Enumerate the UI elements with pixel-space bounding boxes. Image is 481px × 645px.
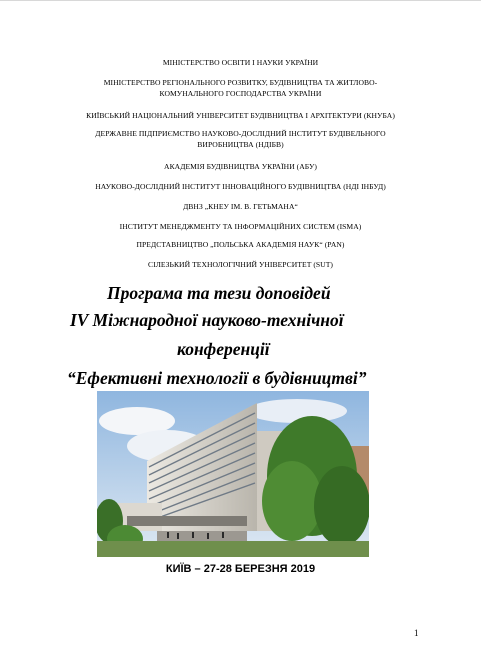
org-ndibv-line2: ВИРОБНИЦТВА (НДІБВ) xyxy=(197,140,284,149)
org-ministry-education: МІНІСТЕРСТВО ОСВІТИ І НАУКИ УКРАЇНИ xyxy=(162,58,319,67)
title-line-3: конференції xyxy=(177,339,270,359)
org-ndi-inbud: НАУКОВО-ДОСЛІДНИЙ ІНСТИТУТ ІННОВАЦІЙНОГО БУДІВНИЦТВА (НДІ ІНБУД) xyxy=(95,182,386,191)
page-top-border xyxy=(0,0,481,1)
org-pan: ПРЕДСТАВНИЦТВО „ПОЛЬСЬКА АКАДЕМІЯ НАУК“ (PAN) xyxy=(136,240,345,249)
org-ministry-regional-line1: МІНІСТЕРСТВО РЕГІОНАЛЬНОГО РОЗВИТКУ, БУДІВНИЦТВА ТА ЖИТЛОВО- xyxy=(103,78,378,87)
title-line-4: “Ефективні технології в будівництві” xyxy=(67,368,367,388)
org-kneu: ДВНЗ „КНЕУ ІМ. В. ГЕТЬМАНА“ xyxy=(183,202,298,211)
org-abu: АКАДЕМІЯ БУДІВНИЦТВА УКРАЇНИ (АБУ) xyxy=(164,162,317,171)
org-isma: ІНСТИТУТ МЕНЕДЖМЕНТУ ТА ІНФОРМАЦІЙНИХ СИСТЕМ (ISMA) xyxy=(119,222,362,231)
university-building-photo xyxy=(97,391,369,557)
org-knuba: КИЇВСЬКИЙ НАЦІОНАЛЬНИЙ УНІВЕРСИТЕТ БУДІВНИЦТВА І АРХІТЕКТУРИ (КНУБА) xyxy=(86,111,395,120)
city-and-dates: КИЇВ – 27-28 БЕРЕЗНЯ 2019 xyxy=(165,563,316,575)
org-ministry-regional-line2: КОМУНАЛЬНОГО ГОСПОДАРСТВА УКРАЇНИ xyxy=(159,89,322,98)
page-number: 1 xyxy=(414,628,419,638)
org-sut: СІЛЕЗЬКИЙ ТЕХНОЛОГІЧНИЙ УНІВЕРСИТЕТ (SUT) xyxy=(148,260,333,269)
title-line-2: IV Міжнародної науково-технічної xyxy=(70,310,344,330)
org-ndibv-line1: ДЕРЖАВНЕ ПІДПРИЄМСТВО НАУКОВО-ДОСЛІДНИЙ ІНСТИТУТ БУДІВЕЛЬНОГО xyxy=(95,129,386,138)
building-photo-illustration xyxy=(97,391,369,557)
title-line-1: Програма та тези доповідей xyxy=(107,283,331,303)
